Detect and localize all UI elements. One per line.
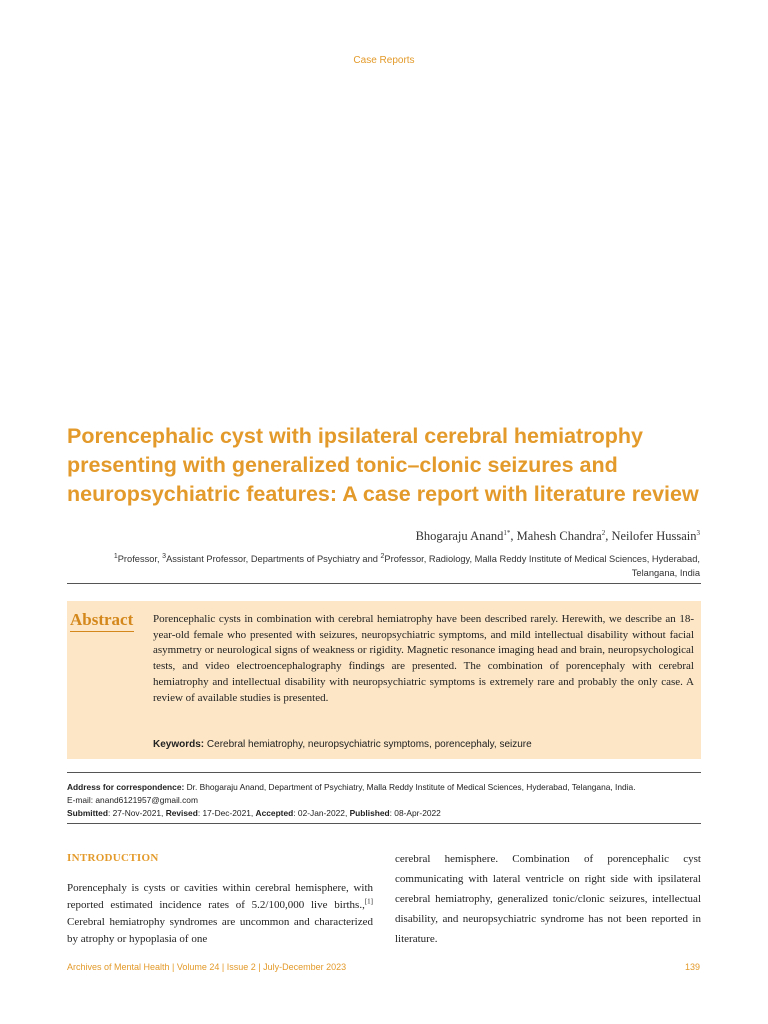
submitted-label: Submitted [67,807,108,818]
correspondence-address [67,781,701,794]
accepted-label: Accepted [255,807,294,818]
page-number: 139 [684,962,700,972]
affiliation [100,552,700,580]
author-superscript: 3 [696,528,700,537]
introduction-paragraph [67,880,373,948]
divider-bottom [67,823,701,824]
submitted-date: 27-Nov-2021 [112,807,162,818]
published-label: Published [349,807,390,818]
author-superscript: 2 [601,528,606,537]
footer-journal-info: Archives of Mental Health | Volume 24 | Issue 2 | July-December 2023 [67,962,347,972]
keywords-label: Keywords: [153,739,205,750]
address-label: Address for correspondence: [67,782,185,792]
correspondence-email: E-mail: anand6121957@gmail.com [67,794,198,805]
correspondence-block [67,781,701,819]
affiliation-text: Professor, [117,554,163,564]
accepted-date: 02-Jan-2022 [297,807,345,818]
keywords-text: Cerebral hemiatrophy, neuropsychiatric symptoms, porencephaly, seizure [206,739,532,750]
author-name: Neilofer Hussain [611,529,697,543]
revised-date: 17-Dec-2021 [202,807,251,818]
keywords [153,739,694,750]
introduction-heading: INTRODUCTION [67,852,159,864]
affiliation-text: Professor, Radiology, Malla Reddy Institute of Medical Sciences, Hyderabad, Telangana, India [384,554,700,578]
author-name: Mahesh Chandra [516,529,602,543]
body-column-left [67,852,373,948]
paragraph-text: Cerebral hemiatrophy syndromes are uncommon and characterized by atrophy or hypoplasia of one [67,916,373,945]
body-column-right [395,852,701,949]
continuation-paragraph: cerebral hemisphere. Combination of porencephalic cyst communicating with lateral ventricle on right side with ipsilateral cerebral hemiatrophy, generalized tonic/clonic seizures, intellectual disability, and neuropsychiatric syndrome has not been reported in literature. [395,853,701,945]
published-date: 08-Apr-2022 [394,807,441,818]
author-name: Bhogaraju Anand [415,529,504,543]
citation-ref: [1] [364,897,373,906]
affiliation-superscript: 2 [380,552,385,560]
affiliation-text: Assistant Professor, Departments of Psychiatry and [166,554,381,564]
abstract-heading: Abstract [70,610,134,632]
abstract-box [67,601,701,759]
address-text: Dr. Bhogaraju Anand, Department of Psychiatry, Malla Reddy Institute of Medical Sciences, Hyderabad, Telangana, India. [186,782,636,792]
section-label: Case Reports [353,55,415,66]
divider-middle [67,772,701,773]
divider-top [67,583,701,584]
author-superscript: 1* [503,528,511,537]
abstract-text: Porencephalic cysts in combination with cerebral hemiatrophy have been described rarely. Herewith, we describe an 18-year-old female who presented with seizures, neuropsychiatric symptoms, and mild intellectual disability without facial asymmetry or neurological signs of weakness or rigidity. Magnetic resonance imaging head and brain, neuropsychological tests, and video electroencephalography findings are presented. The combination of porencephaly with cerebral hemiatrophy and intellectual disability with neuropsychiatric symptoms is extremely rare and probably the only case. A review of available studies is presented. [153,613,694,704]
affiliation-superscript: 3 [162,552,167,560]
article-title: Porencephalic cyst with ipsilateral cerebral hemiatrophy presenting with generalized tonic–clonic seizures and neuropsychiatric features: A case report with literature review [67,424,699,506]
affiliation-superscript: 1 [113,552,118,560]
article-dates: Submitted: 27-Nov-2021, Revised: 17-Dec-2021, Accepted: 02-Jan-2022, Published: 08-Apr-2022 [67,807,441,818]
paragraph-text: Porencephaly is cysts or cavities within cerebral hemisphere, with reported estimated incidence rates of 5.2/100,000 live births., [67,882,373,911]
revised-label: Revised [165,807,198,818]
author-list: Bhogaraju Anand$^{1*}$, Mahesh Chandra$^2$, Neilofer Hussain$^3$ [415,528,700,543]
